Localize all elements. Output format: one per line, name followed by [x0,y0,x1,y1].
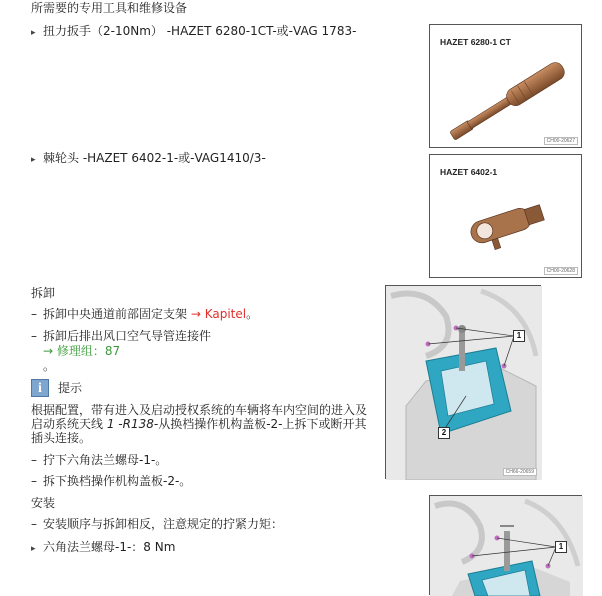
dash-icon: – [31,453,37,467]
torque-wrench-illustration [430,25,583,149]
figure-ratchet-head [429,154,582,278]
figure-code: CH00-20627 [544,137,578,145]
step-2-end: 。 [43,359,56,373]
info-icon: i [31,379,49,397]
dash-icon: – [31,307,37,321]
removal-step-1: – 拆卸中央通道前部固定支架 → Kapitel。 [31,307,259,321]
page-title: 所需要的专用工具和维修设备 [31,1,188,15]
callout-1: 1 [555,541,567,553]
callout-2: 2 [438,427,450,439]
figure-code: CH00-20628 [544,267,578,275]
figure-torque-wrench [429,24,582,148]
removal-step-4: – 拆下换档操作机构盖板-2-。 [31,474,192,488]
bullet-icon: ▸ [31,28,36,38]
shift-console-illustration [386,286,542,480]
kapitel-link[interactable]: → Kapitel [190,307,247,321]
installation-step-1: – 安装顺序与拆卸相反，注意规定的拧紧力矩： [31,517,284,531]
removal-step-3: – 拧下六角法兰螺母-1-。 [31,453,168,467]
ratchet-head-illustration [430,155,583,279]
hint-line-3: 插头连接。 [31,431,92,445]
figure-title: HAZET 6402-1 [440,167,498,177]
figure-code: CH66-20659 [503,468,537,476]
figure-title: HAZET 6280-1 CT [440,37,511,47]
hint-label: 提示 [58,381,83,395]
bullet-icon: ▸ [31,155,36,165]
figure-shift-console-install [429,495,582,595]
removal-heading: 拆卸 [31,286,56,300]
dash-icon: – [31,517,37,531]
hint-line-1: 根据配置，带有进入及启动授权系统的车辆将车内空间的进入及 [31,403,368,417]
bullet-icon: ▸ [31,544,36,554]
callout-1: 1 [513,330,525,342]
figure-shift-console [385,285,541,479]
repair-group-link[interactable]: → 修理组：87 [43,344,121,358]
tool-text: 棘轮头 -HAZET 6402-1-或-VAG1410/3- [43,151,266,165]
torque-spec: ▸ 六角法兰螺母-1-：8 Nm [31,539,175,557]
installation-heading: 安装 [31,496,56,510]
tool-item-ratchet-head [31,150,266,168]
tool-item-torque-wrench [31,23,356,41]
hint-line-2: 启动系统天线 1 -R138-从换档操作机构盖板-2-上拆下或断开其 [31,417,367,431]
dash-icon: – [31,329,37,343]
dash-icon: – [31,474,37,488]
removal-step-2: – 拆卸后排出风口空气导管连接件 [31,329,212,343]
tool-text: 扭力扳手（2-10Nm） -HAZET 6280-1CT-或-VAG 1783- [43,24,357,38]
